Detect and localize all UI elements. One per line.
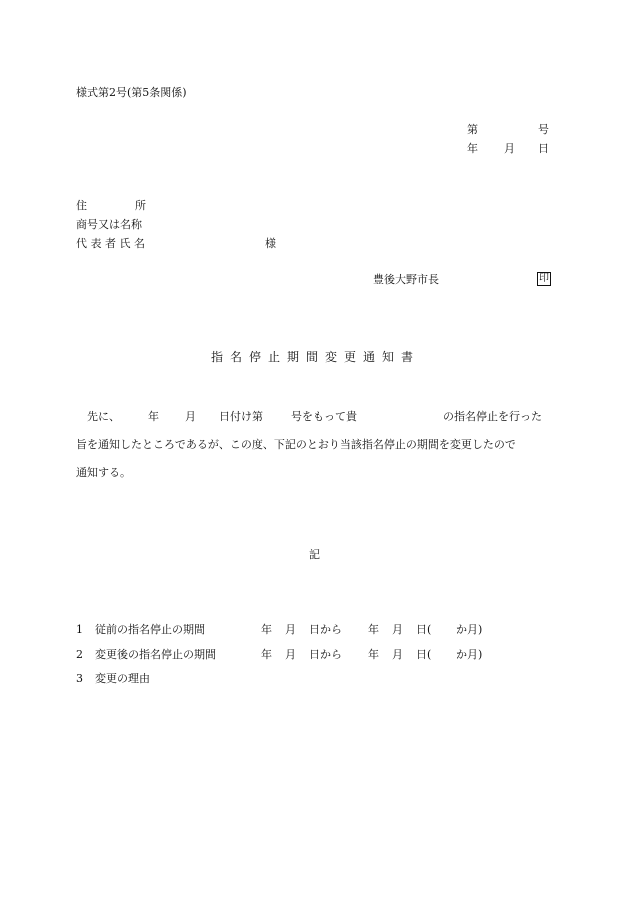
recipient-company-label: 商号又は名称 — [76, 218, 142, 231]
doc-date-year: 年 — [467, 142, 478, 155]
body-line2: 旨を通知したところであるが、この度、下記のとおり当該指名停止の期間を変更したので — [76, 438, 516, 451]
item-2-to-month: 月 — [392, 648, 403, 661]
body-line3: 通知する。 — [76, 466, 131, 479]
item-3-number: 3 — [76, 672, 83, 685]
item-1-to-year: 年 — [368, 623, 379, 636]
item-1-to-day: 日( — [416, 623, 432, 636]
body-line1-year: 年 — [148, 410, 159, 423]
recipient-address-label-1: 住 — [76, 199, 87, 212]
body-line1-day-number: 日付け第 — [219, 410, 263, 423]
body-line1-intro: 先に、 — [87, 410, 120, 423]
doc-date-month: 月 — [504, 142, 515, 155]
item-3-label: 変更の理由 — [95, 672, 150, 685]
item-2-from-month: 月 — [285, 648, 296, 661]
doc-date-day: 日 — [538, 142, 549, 155]
item-2-from-year: 年 — [261, 648, 272, 661]
seal-mark: 印 — [539, 273, 549, 284]
item-1-from-month: 月 — [285, 623, 296, 636]
item-2-number: 2 — [76, 648, 83, 661]
doc-number-suffix: 号 — [538, 123, 549, 136]
item-1-label: 従前の指名停止の期間 — [95, 623, 205, 636]
body-line1-go: 号をもって貴 — [291, 410, 357, 423]
recipient-address-label-2: 所 — [135, 199, 146, 212]
item-2-to-day: 日( — [416, 648, 432, 661]
item-1-from-day: 日から — [309, 623, 342, 636]
item-1-from-year: 年 — [261, 623, 272, 636]
body-line1-suspension: の指名停止を行った — [443, 410, 542, 423]
item-1-to-month: 月 — [392, 623, 403, 636]
ki-heading: 記 — [309, 548, 320, 561]
recipient-representative-label: 代 表 者 氏 名 — [76, 237, 145, 250]
item-2-from-day: 日から — [309, 648, 342, 661]
body-line1-month: 月 — [185, 410, 196, 423]
item-1-number: 1 — [76, 623, 83, 636]
item-2-duration: か月) — [456, 648, 483, 661]
recipient-honorific: 様 — [265, 237, 276, 250]
item-2-to-year: 年 — [368, 648, 379, 661]
doc-number-prefix: 第 — [467, 123, 478, 136]
item-1-duration: か月) — [456, 623, 483, 636]
form-id: 様式第2号(第5条関係) — [76, 86, 187, 99]
sender-name: 豊後大野市長 — [373, 273, 439, 286]
item-2-label: 変更後の指名停止の期間 — [95, 648, 216, 661]
document-title: 指名停止期間変更通知書 — [211, 350, 421, 364]
